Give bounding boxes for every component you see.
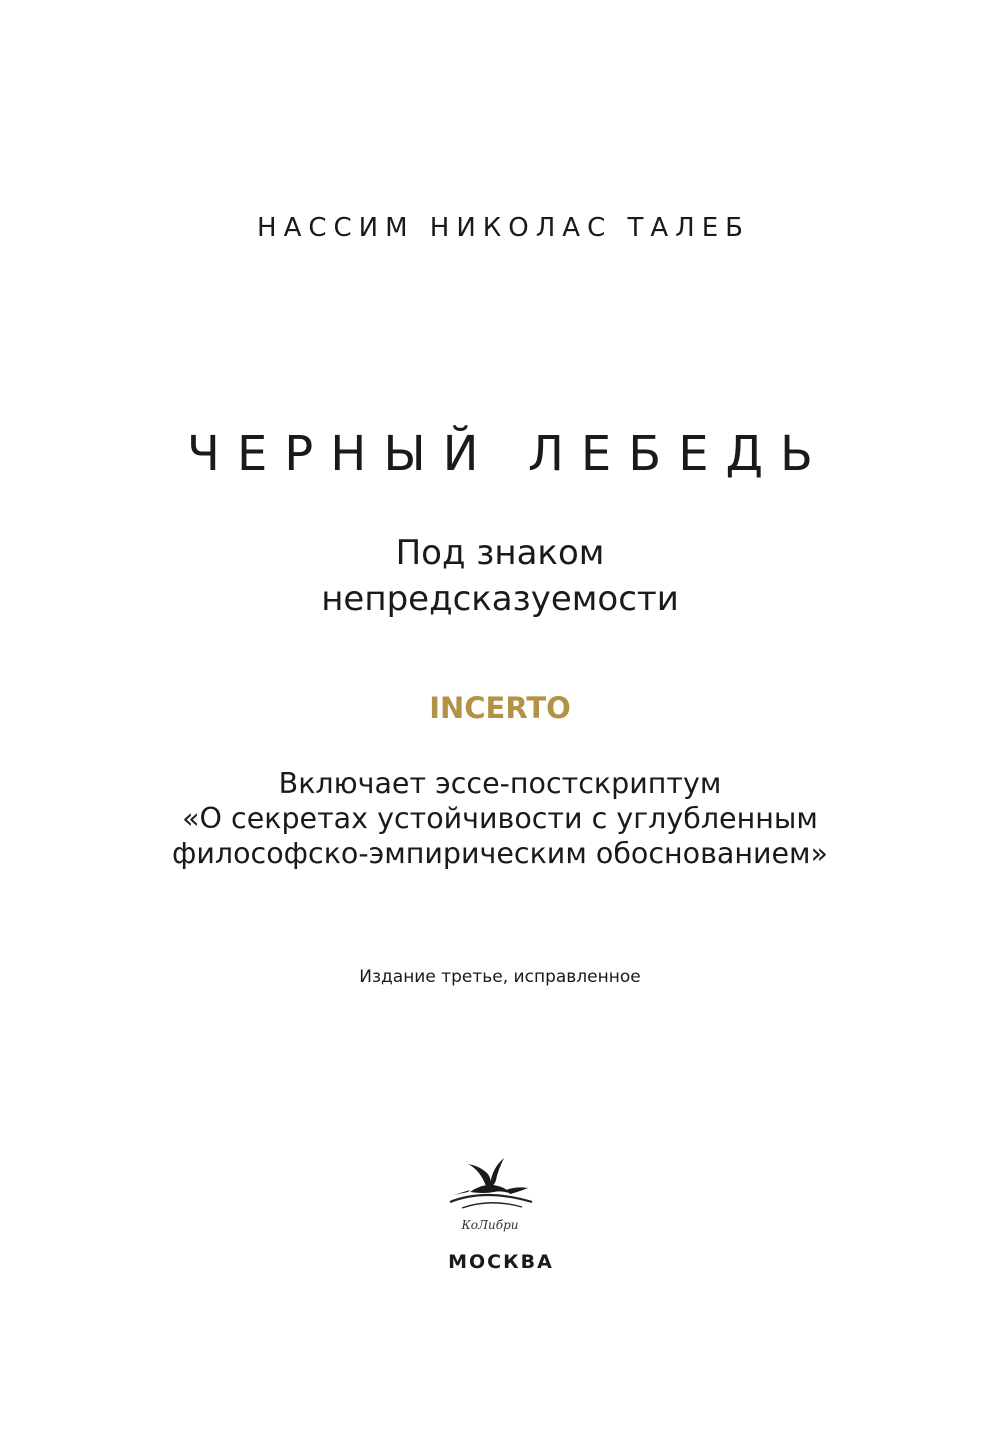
description-line-3: философско-эмпирическим обоснованием»	[172, 837, 828, 870]
author-name: НАССИМ НИКОЛАС ТАЛЕБ	[257, 213, 750, 243]
description-line-2: «О секретах устойчивости с углубленным	[182, 802, 818, 835]
series-name: INCERTO	[429, 691, 571, 725]
publisher-city: МОСКВА	[448, 1251, 554, 1273]
book-description	[0, 766, 1000, 871]
book-subtitle	[0, 530, 1000, 622]
subtitle-line-1: Под знаком	[395, 533, 605, 573]
description-line-1: Включает эссе-постскриптум	[278, 767, 722, 800]
publisher-name: КоЛибри	[461, 1218, 519, 1232]
edition-note: Издание третье, исправленное	[359, 967, 641, 987]
subtitle-line-2: непредсказуемости	[321, 579, 679, 619]
book-title: ЧЕРНЫЙ ЛЕБЕДЬ	[187, 426, 830, 482]
